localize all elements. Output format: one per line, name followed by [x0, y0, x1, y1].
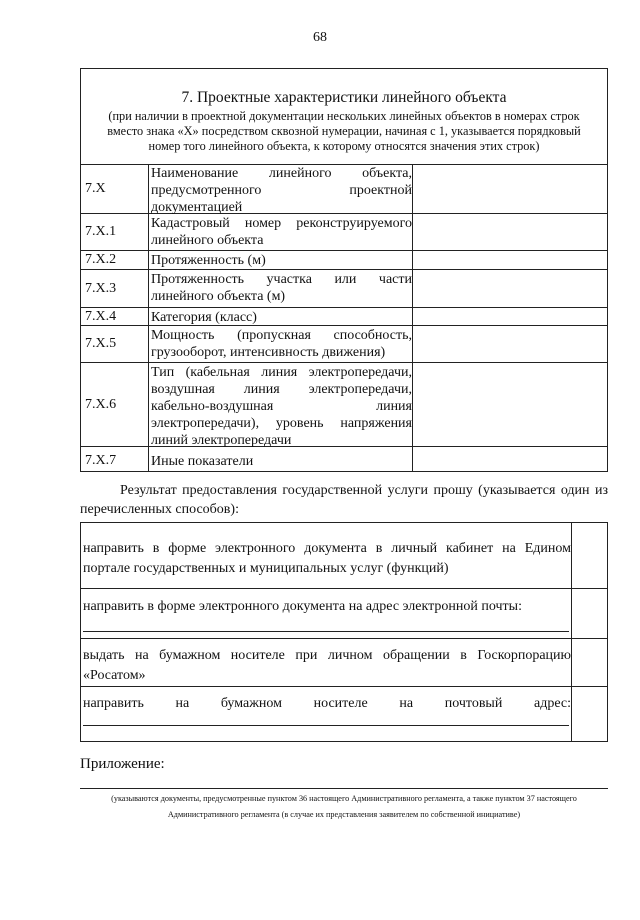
table-row — [81, 447, 607, 471]
row-code: 7.Х.6 — [81, 363, 149, 446]
row-name: Наименование линейного объекта, предусмотренного проектной документацией — [151, 166, 412, 215]
result-options-table — [80, 522, 608, 742]
option-label: выдать на бумажном носителе при личном обращении в Госкорпорацию «Росатом» — [83, 648, 571, 683]
annex-label: Приложение: — [80, 756, 165, 772]
table-row — [81, 164, 607, 214]
option-checkbox[interactable] — [572, 687, 607, 741]
option-label: направить в форме электронного документа на адрес электронной почты: — [83, 599, 522, 614]
row-value[interactable] — [413, 326, 607, 362]
row-name: Протяженность участка или части линейного объекта (м) — [149, 270, 413, 307]
row-value[interactable] — [413, 214, 607, 250]
option-checkbox[interactable] — [572, 639, 607, 686]
row-code: 7.Х.3 — [81, 270, 149, 307]
row-name: Мощность (пропускная способность, грузооборот, интенсивность движения) — [151, 328, 412, 360]
row-name: Протяженность (м) — [149, 251, 413, 269]
row-value[interactable] — [413, 270, 607, 307]
option-row-email — [81, 589, 607, 639]
email-underline[interactable] — [83, 631, 569, 632]
page-number: 68 — [313, 30, 327, 45]
row-value[interactable] — [413, 447, 607, 471]
option-row-personal-account — [81, 523, 607, 589]
option-checkbox[interactable] — [572, 523, 607, 588]
postal-address-underline[interactable] — [83, 725, 569, 726]
row-value[interactable] — [413, 164, 607, 213]
row-value[interactable] — [413, 251, 607, 269]
row-code: 7.Х.4 — [81, 308, 149, 325]
table-row — [81, 308, 607, 326]
row-code: 7.Х.2 — [81, 251, 149, 269]
row-code: 7.Х.7 — [81, 447, 149, 471]
table-row — [81, 326, 607, 363]
option-label: направить на бумажном носителе на почтовый адрес: — [83, 696, 571, 711]
row-value[interactable] — [413, 308, 607, 325]
table-row — [81, 270, 607, 308]
annex-input-line[interactable] — [80, 788, 608, 789]
section7-note: (при наличии в проектной документации нескольких линейных объектов в номерах строк вместо знака «Х» посредством сквозной нумерации, начиная с 1, указывается порядковый номер того линейного объекта, к которому относятся значения этих строк) — [107, 109, 581, 153]
result-method-text: Результат предоставления государственной услуги прошу (указывается один из перечисленных способов): — [80, 483, 608, 517]
row-value[interactable] — [413, 363, 607, 446]
option-label: направить в форме электронного документа в личный кабинет на Едином портале государственных и муниципальных услуг (функций) — [83, 541, 571, 576]
row-name: Тип (кабельная линия электропередачи, воздушная линия электропередачи, кабельно-воздушная линия электропередачи), уровень напряжения линий электропередачи — [151, 365, 412, 448]
row-name: Категория (класс) — [149, 308, 413, 325]
row-name: Кадастровый номер реконструируемого линейного объекта — [151, 216, 412, 248]
section7-table — [80, 68, 608, 472]
table-row — [81, 363, 607, 447]
option-row-paper-in-person — [81, 639, 607, 687]
row-code: 7.Х.5 — [81, 326, 149, 362]
table-row — [81, 251, 607, 270]
table-row — [81, 214, 607, 251]
row-name: Иные показатели — [149, 447, 413, 471]
option-row-postal — [81, 687, 607, 741]
section7-title: 7. Проектные характеристики линейного объекта — [181, 89, 507, 106]
row-code: 7.Х.1 — [81, 214, 149, 250]
option-checkbox[interactable] — [572, 589, 607, 638]
row-code: 7.Х — [81, 164, 149, 213]
annex-note: (указываются документы, предусмотренные пунктом 36 настоящего Административного регламента, а также пунктом 37 настоящего Административного регламента (в случае их представления заявителем по собственной инициативе) — [111, 794, 577, 819]
section7-header — [81, 69, 607, 165]
